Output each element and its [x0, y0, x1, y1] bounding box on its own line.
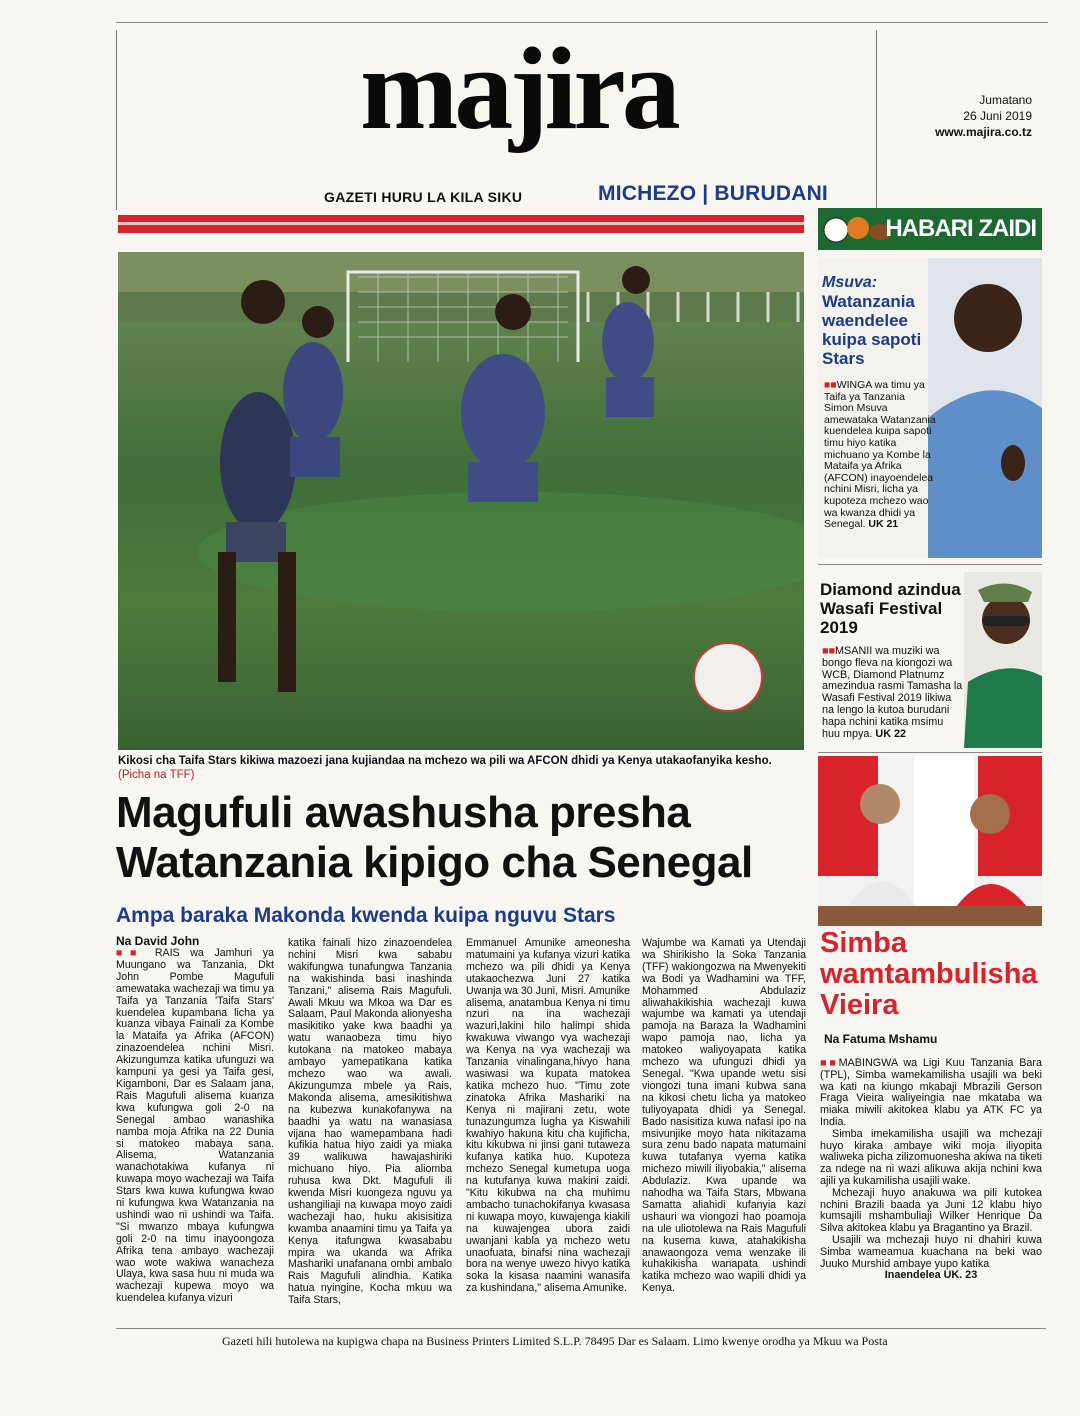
training-scene-illustration [118, 252, 804, 750]
msuva-headline[interactable]: Watanzania waendelee kuipa sapoti Stars [822, 292, 922, 368]
headline-line-1: Magufuli awashusha presha [116, 788, 691, 837]
sidebar-story-msuva [818, 258, 1042, 558]
masthead-logo: majira [360, 23, 677, 154]
column-2-text: katika fainali hizo zinazoendelea nchini Misri kwa sababu wakifungwa tunafungwa Tanzania na wakishinda basi inashinda Tanzani," alisema Rais Magufuli. Awali Mkuu wa Mkoa wa Dar es Salaam, Paul Makonda alionyesha masikitiko yake kwa baadhi ya watu wanaobeza timu hiyo kutokana na matokeo mabaya ambayo yamepatikana katika mchezo wao wa awali. Akizungumza mbele ya Rais, Makonda alisema, amesikitishwa na kubezwa kunakofanywa na baadhi ya watu na wanasiasa vijana hao wamepambana hadi kufikia hatua hiyo zaidi ya miaka 39 walikuwa hawajashiriki michuano hiyo. Pia aliomba ruhusa kwa Dkt. Magufuli ili kwenda Misri kuongeza nguvu ya ushangiliaji na kuwapa moyo zaidi wachezaji hao, huku akisisitiza kwamba anaamini timu ya Taifa ya Kenya itafungwa kwasababu mpira wa ukanda wa Afrika Mashariki unafanana ombi ambalo Rais Magufuli alindhia. Katika hatua nyingine, Kocha mkuu wa Taifa Stars, [288, 937, 452, 1307]
date-block [935, 92, 1032, 140]
sports-balls-icon [822, 214, 892, 244]
website-link[interactable]: www.majira.co.tz [935, 125, 1032, 139]
simba-continued-ref[interactable]: Inaendelea UK. 23 [884, 1269, 978, 1282]
column-4-text: Wajumbe wa Kamati ya Utendaji wa Shirikisho la Soka Tanzania (TFF) wakiongozwa na Mwenyekiti wa Bodi ya Wadhamini wa TFF, Mohammed Abdulaziz aliwahakikishia wachezaji kuwa wajumbe wa kamati ya utendaji pamoja na Baraza la Wadhamini wapo pamoja nao, licha ya matokeo waliyoyapata katika mchezo wa ufunguzi dhidi ya Senegal. "Kwa upande wetu sisi viongozi tuna imani kubwa sana na kikosi chetu licha ya matokeo tuliyoyapata dhidi ya Senegal. Bado nasisitiza kuwa nafasi ipo na msivunjike moyo hata nikitazama sura zenu bado napata matumaini kuwa tutafanya vyema katika michezo miwili iliyobakia," alisema Abdulaziz. Kwa upande wa nahodha wa Taifa Stars, Mbwana Samatta aliahidi kufanyia kazi ushauri wa viongozi hao poamoja na ule uliotolewa na Rais Magufuli na kusema kuwa, atahakikisha anawaongoza vema wenzake ili kuhakikisha wanapata ushindi katika mchezo wao wapili dhidi ya Kenya. [642, 937, 806, 1295]
habari-zaidi-header [818, 208, 1042, 250]
bullet-squares: ■■ [116, 947, 155, 959]
sub-headline: Ampa baraka Makonda kwenda kuipa nguvu Stars [116, 904, 616, 927]
diamond-body: wa muziki wa bongo fleva na kiongozi wa WCB, Diamond Platnumz amezindua rasmi Tamasha la Wasafi Festival 2019 likiwa na lengo la kutoa burudani hapa nchini katika msimu huu mpya. [822, 645, 963, 740]
msuva-page-ref: UK 21 [868, 518, 899, 531]
simba-byline: Na Fatuma Mshamu [824, 1032, 938, 1046]
diamond-headline[interactable]: Diamond azindua Wasafi Festival 2019 [820, 580, 961, 637]
diamond-page-ref: UK 22 [875, 727, 907, 740]
red-banner-bar [118, 215, 804, 233]
footer-rule [116, 1328, 1046, 1329]
simba-para-3: Mchezaji huyo anakuwa wa pili kutokea nchini Brazili baada ya Juni 12 klabu hiyo kumsajili mshambuliaji Wilker Henrique Da Silva akitokea klabu ya Bragantino ya Brazil. [820, 1186, 1042, 1235]
simba-headline[interactable]: Simba wamtambulisha Vieira [820, 927, 1038, 1021]
masthead-left-rule [116, 30, 117, 210]
sidebar-divider-2 [818, 752, 1042, 753]
issue-date: 26 Juni 2019 [963, 109, 1032, 123]
diamond-lead: MSANII [835, 645, 873, 657]
article-column-3 [466, 938, 630, 1295]
footer-printer-info: Gazeti hili hutolewa na kupigwa chapa na Business Printers Limited S.L.P. 78495 Dar es Salaam. Limo kwenye orodha ya Mkuu wa Posta [222, 1334, 888, 1348]
msuva-body: wa timu ya Taifa ya Tanzania Simon Msuva amewataka Watanzania kuendelea kuipa sapoti timu hiyo katika michuano ya Kombe la Mataifa ya Afrika (AFCON) inayoendelea nchini Misri, licha ya kupoteza mchezo wao wa kwanza dhidi ya Senegal. [824, 379, 936, 531]
simba-photo [818, 756, 1042, 926]
simba-lead: MABINGWA [838, 1057, 898, 1069]
simba-para-4: Usajili wa mchezaji huyo ni dhahiri kuwa Simba wameamua kuachana na beki wao Juuko Murshid ambaye yupo katika [820, 1233, 1042, 1270]
column-3-text: Emmanuel Amunike ameonesha matumaini ya kufanya vizuri katika mchezo wa pili dhidi ya Kenya utakaochezwa Juni 27 katika Uwanja wa 30 Juni, Misri. Amunike alisema, anatambua Kenya ni timu nzuri na ina wachezaji wazuri,lakini hilo halimpi shida kwakuwa viwango vya wachezaji wa Kenya na vya wachezaji wa Tanzania vinalingana,hivyo hana wasiwasi wa kupata matokea katika mchezo huo. "Timu zote zinatoka Afrika Mashariki na Kenya ni majirani zetu, wote tunazungumza lugha ya Kiswahili kwahiyo hakuna kitu cha kujificha, kitu kikubwa ni jinsi gani tutaweza kufanya katika huo. Kupoteza mchezo Senegal kumetupa uoga na kutufanya kuwa makini zaidi. "Kitu kikubwa na cha muhimu ambacho tunachokifanya kwasasa ni kuwapa moyo, kuwajenga kiakili na kuwajengea ubora zaidi uwanjani kabla ya mchezo wetu unaofuata, binafsi nina wachezaji bora na wenye uwezo hivyo katika soka la kisasa naamini wanasifa za kushindana," alisema Amunike. [466, 937, 630, 1295]
msuva-lead: WINGA [836, 379, 872, 391]
photo-credit: (Picha na TFF) [118, 769, 195, 781]
sidebar-divider-1 [818, 564, 1042, 565]
main-headline [116, 788, 816, 888]
diamond-summary: ■■MSANII wa muziki wa bongo fleva na kiongozi wa WCB, Diamond Platnumz amezindua rasmi Tamasha la Wasafi Festival 2019 likiwa na lengo la kutoa burudani hapa nchini katika msimu huu mpya. UK 22 [822, 645, 963, 740]
msuva-kicker: Msuva: [822, 274, 878, 291]
simba-para-2: Simba imekamilisha usajili wa mchezaji huyo kiraka ambaye wiki moja iliyopita waliweka picha zilizomuonesha akiwa na tiketi za ndege na ni wazi alikuwa akija nchini kwa ajili ya kukamilisha usajili wake. [820, 1127, 1042, 1187]
headline-line-2: Watanzania kipigo cha Senegal [116, 838, 753, 887]
masthead-sections: MICHEZO | BURUDANI [598, 182, 828, 205]
article-column-2 [288, 938, 452, 1307]
msuva-summary: ■■WINGA wa timu ya Taifa ya Tanzania Simon Msuva amewataka Watanzania kuendelea kuipa sapoti timu hiyo katika michuano ya Kombe la Mataifa ya Afrika (AFCON) inayoendelea nchini Misri, licha ya kupoteza mchezo wao wa kwanza dhidi ya Senegal. UK 21 [824, 379, 936, 531]
simba-para-1: wa Ligi Kuu Tanzania Bara (TPL), Simba wamekamilisha usajili wa beki wa kati na kiungo mkabaji Mbrazili Gerson Fraga Vieira waliyeingia nae mkataba wa miaka miwili akitokea klabu ya ATK FC ya India. [820, 1057, 1042, 1128]
photo-caption [118, 754, 804, 782]
main-photo-training [118, 252, 804, 750]
sidebar-story-diamond [818, 572, 1042, 748]
simba-signing-photo [818, 756, 1042, 926]
habari-zaidi-title: HABARI ZAIDI [885, 215, 1036, 242]
caption-text: Kikosi cha Taifa Stars kikiwa mazoezi jana kujiandaa na mchezo wa pili wa AFCON dhidi ya Kenya utakaofanyika kesho. [118, 755, 772, 767]
column-1-text: RAIS wa Jamhuri ya Muungano wa Tanzania, Dkt John Pombe Magufuli amewataka wachezaji wa timu ya Taifa ya Tanzania 'Taifa Stars' kuendelea kupambana licha ya kuanza vibaya Fainali za Kombe la Mataifa ya Afrika (AFCON) zinazoendelea nchini Misri. Akizungumza katika ufunguzi wa kampuni ya gesi ya Taifa gesi, Kigamboni, Dar es Salaam jana, Rais Magufuli alisema kuanza kwa kufungwa goli 2-0 na Senegal ambao wanashika namba moja Afrika na 22 Dunia si matokeo mabaya sana. Alisema, Watanzania wanachotakiwa kufanya ni kuwapa moyo wachezaji wa Taifa Stars kwa kuwa kufungwa kwao ni kufungwa kwa Watanzania na ushindi wao ni ushindi wa Taifa. "Si mwanzo mbaya kufungwa goli 2-0 na timu inayoongoza Afrika tena ambayo wachezaji wao wote wakiwa wanacheza Ulaya, kwa sasa huu ni muda wa wachezaji kupewa moyo wa kuendelea kufanya vizuri [116, 947, 274, 1305]
masthead-right-rule [876, 30, 877, 210]
simba-article: ■■MABINGWA wa Ligi Kuu Tanzania Bara (TPL), Simba wamekamilisha usajili wa beki wa kati na kiungo mkabaji Mbrazili Gerson Fraga Vieira waliyeingia nae mkataba wa miaka miwili akitokea klabu ya ATK FC ya India. Simba imekamilisha usajili wa mchezaji huyo kiraka ambaye wiki moja iliyopita waliweka picha zilizomuonesha akiwa na tiketi za ndege na ni wazi alikuwa akija nchini kwa ajili ya kukamilisha usajili wake. Mchezaji huyo anakuwa wa pili kutokea nchini Brazili baada ya Juni 12 klabu hiyo kumsajili mshambuliaji Wilker Henrique Da Silva akitokea klabu ya Bragantino ya Brazil. Usajili wa mchezaji huyo ni dhahiri kuwa Simba wameamua kuachana na beki wao Juuko Murshid ambaye yupo katika Inaendelea UK. 23 [820, 1057, 1042, 1282]
article-column-4 [642, 938, 806, 1295]
article-column-1 [116, 948, 274, 1305]
masthead-tagline: GAZETI HURU LA KILA SIKU [324, 189, 523, 205]
byline: Na David John [116, 934, 200, 948]
issue-day: Jumatano [979, 93, 1032, 107]
